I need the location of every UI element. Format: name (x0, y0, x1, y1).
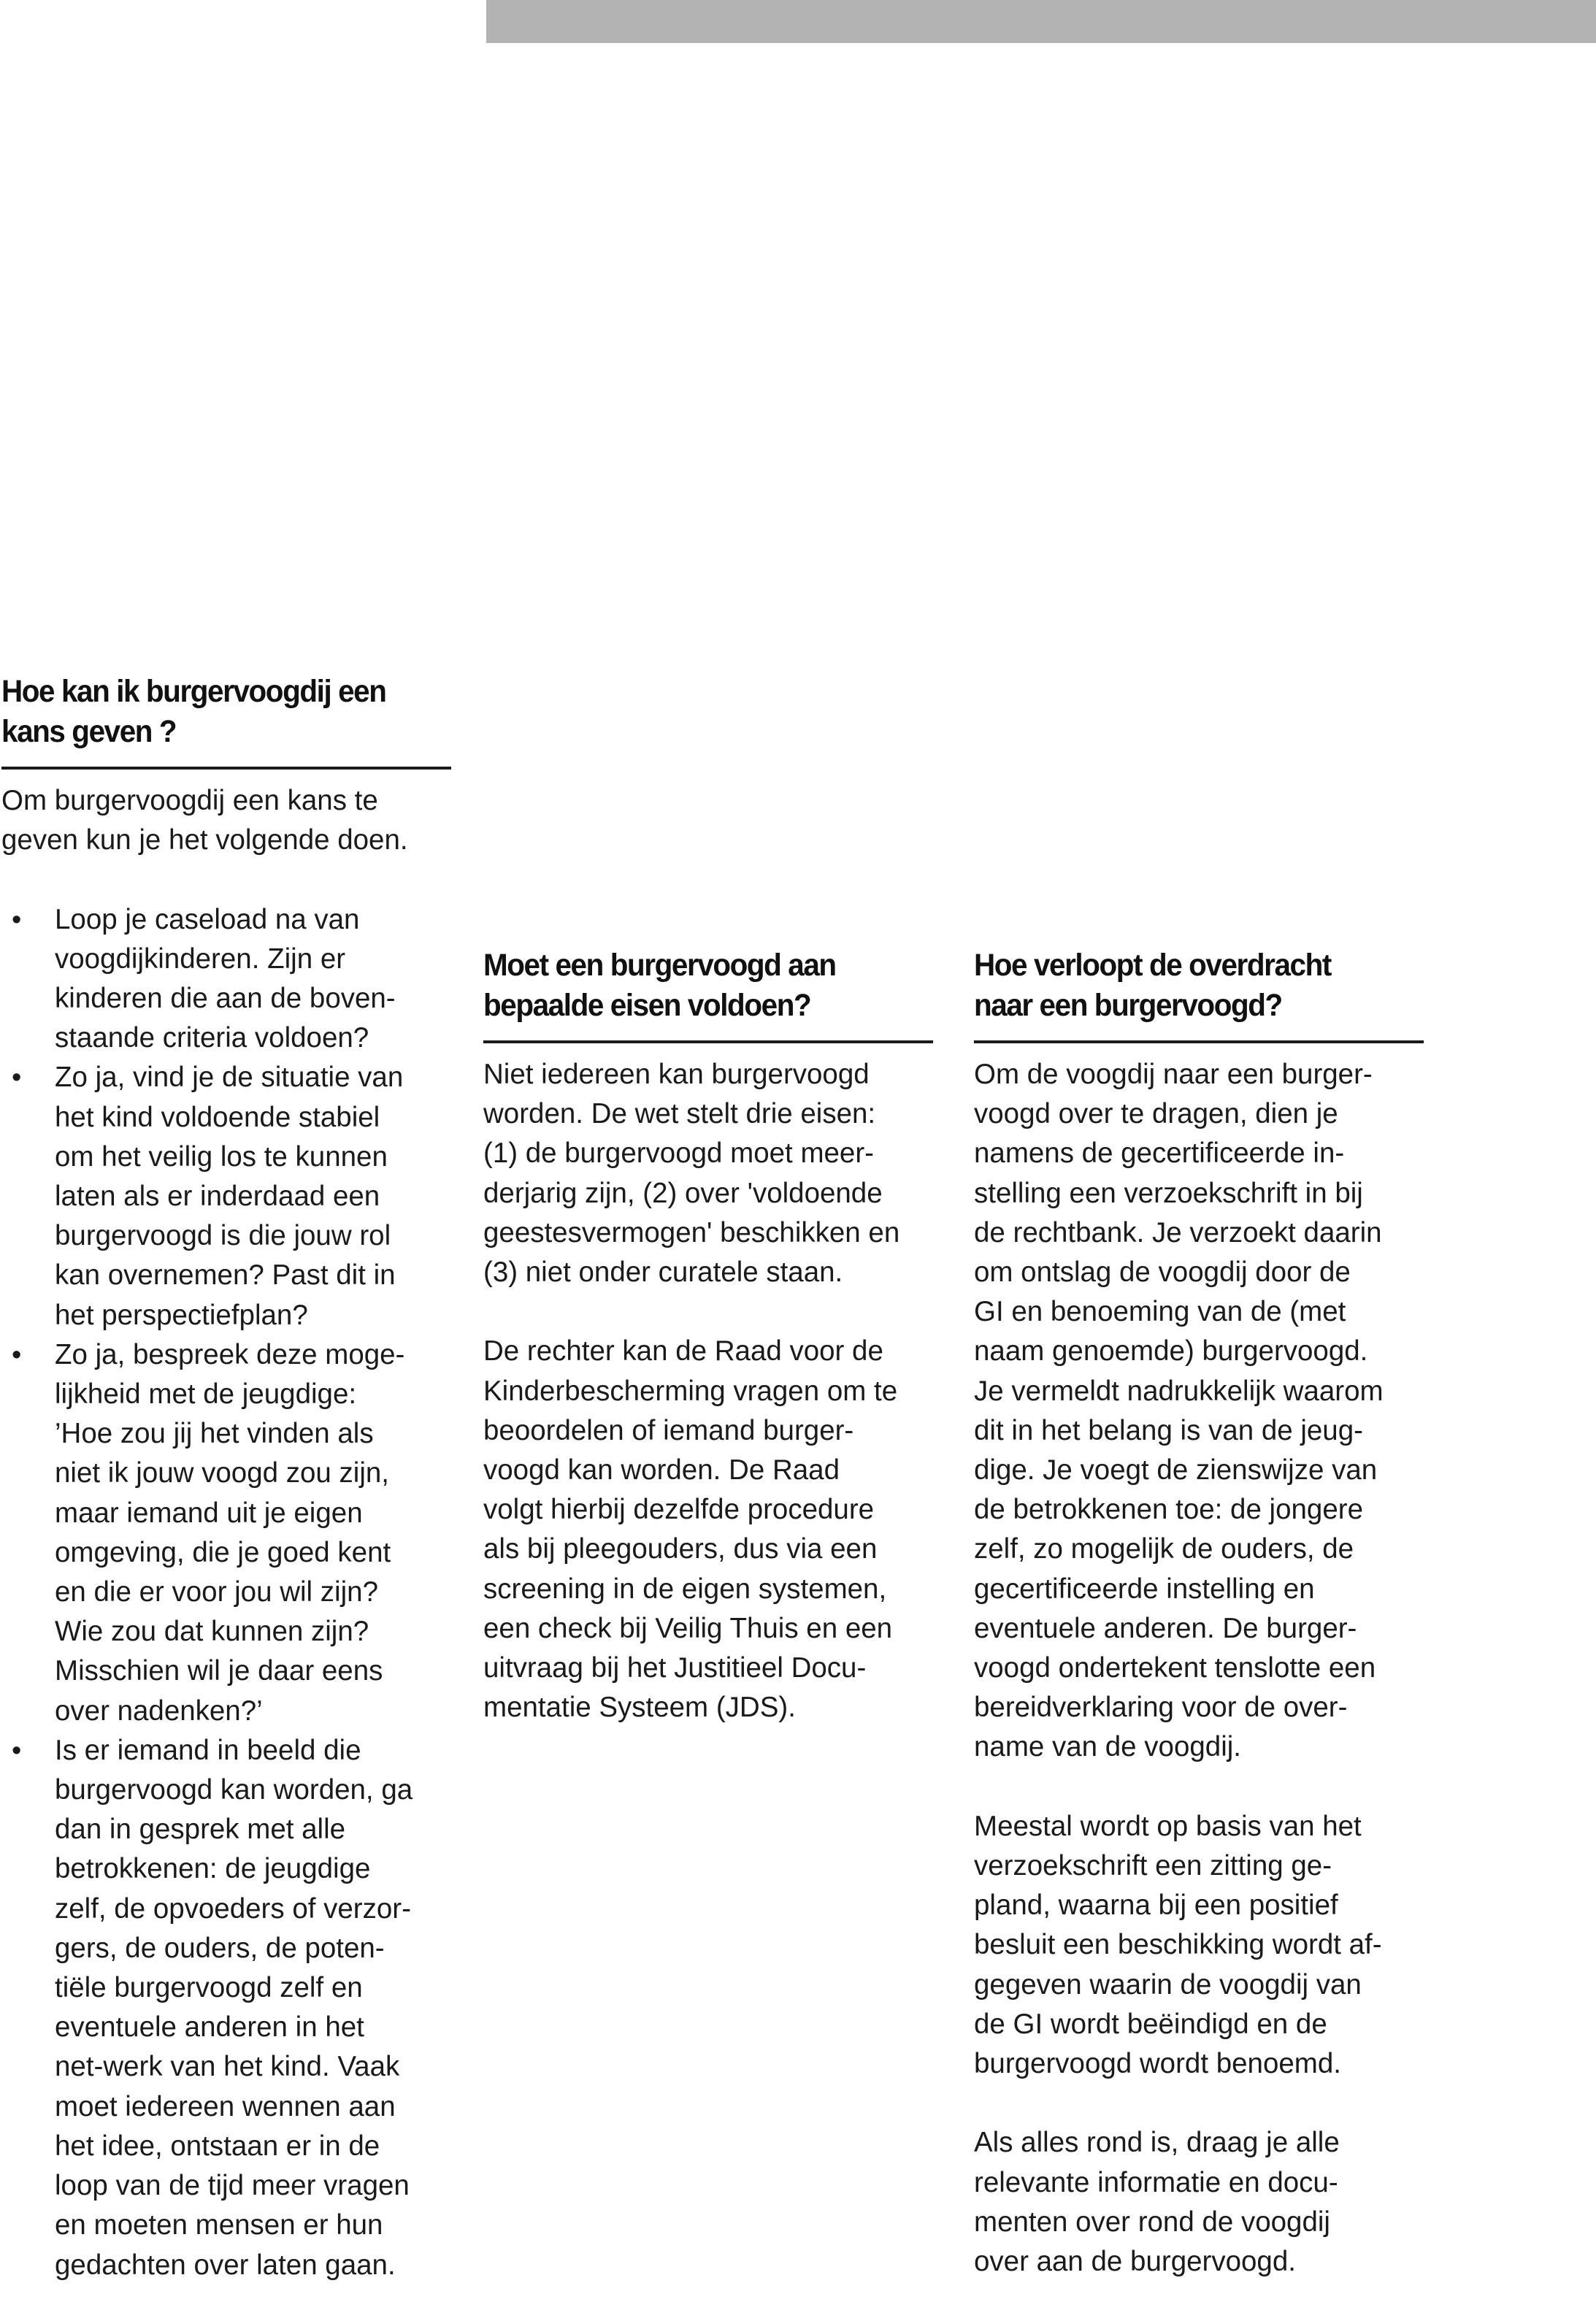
text-line: relevante informatie en docu- (974, 2166, 1338, 2198)
text-line: om ontslag de voogdij door de (974, 1257, 1351, 1289)
text-line: burgervoogd kan worden, ga (55, 1774, 413, 1806)
text-line: Om burgervoogdij een kans te (1, 785, 378, 816)
bullet-item-caseload (1, 900, 454, 1059)
text-line: moet iedereen wennen aan (55, 2090, 396, 2122)
text-line: het idee, ontstaan er in de (55, 2130, 380, 2162)
text-line: gedachten over laten gaan. (55, 2249, 396, 2281)
text-line: het perspectiefplan? (55, 1299, 308, 1331)
text-line: Zo ja, vind je de situatie van (55, 1062, 404, 1094)
text-line: Niet iedereen kan burgervoogd (483, 1059, 870, 1090)
text-line: uitvraag bij het Justitieel Docu- (483, 1652, 867, 1684)
text-line: gegeven waarin de voogdij van (974, 1968, 1362, 2000)
text-line: menten over rond de voogdij (974, 2206, 1330, 2238)
paragraph-zitting (974, 1807, 1427, 2084)
heading-line: Moet een burgervoogd aan (483, 948, 836, 983)
paragraph-verzoekschrift (974, 1055, 1427, 1768)
text-line: worden. De wet stelt drie eisen: (483, 1098, 876, 1130)
paragraph-eisen (483, 1055, 936, 1292)
text-line: niet ik jouw voogd zou zijn, (55, 1457, 389, 1489)
text-line: gers, de ouders, de poten- (55, 1932, 385, 1964)
text-line: de GI wordt beëindigd en de (974, 2008, 1327, 2040)
text-line: eventuele anderen in het (55, 2011, 364, 2044)
text-line: en moeten mensen er hun (55, 2209, 383, 2241)
text-line: voogdijkinderen. Zijn er (55, 943, 346, 975)
text-line: stelling een verzoekschrift in bij (974, 1177, 1363, 1209)
text-line: het kind voldoende stabiel (55, 1101, 380, 1133)
text-line: over aan de burgervoogd. (974, 2246, 1296, 2278)
paragraph-raad (483, 1332, 936, 1727)
bullet-item-gesprek (1, 1731, 454, 2285)
text-line: Je vermeldt nadrukkelijk waarom (974, 1375, 1384, 1407)
text-line: omgeving, die je goed kent (55, 1536, 391, 1568)
heading-burgervoogdij-kans (1, 672, 427, 752)
text-line: Wie zou dat kunnen zijn? (55, 1616, 369, 1648)
text-line: en die er voor jou wil zijn? (55, 1576, 378, 1608)
text-line: de rechtbank. Je verzoekt daarin (974, 1216, 1382, 1248)
column-burgervoogdij-kans (1, 672, 454, 2285)
text-line: Meestal wordt op basis van het (974, 1810, 1362, 1842)
bullet-dot-icon: • (12, 1339, 22, 1370)
text-line: kan overnemen? Past dit in (55, 1259, 396, 1292)
text-line: burgervoogd wordt benoemd. (974, 2048, 1341, 2080)
text-line: name van de voogdij. (974, 1731, 1241, 1763)
text-line: Misschien wil je daar eens (55, 1655, 383, 1687)
text-line: een check bij Veilig Thuis en een (483, 1612, 893, 1644)
text-line: betrokkenen: de jeugdige (55, 1853, 371, 1885)
text-line: kinderen die aan de boven- (55, 983, 396, 1014)
text-line: (3) niet onder curatele staan. (483, 1257, 843, 1289)
text-line: bereidverklaring voor de over- (974, 1692, 1348, 1724)
text-line: Zo ja, bespreek deze moge- (55, 1338, 405, 1370)
text-line: burgervoogd is die jouw rol (55, 1220, 391, 1252)
text-line: naam genoemde) burgervoogd. (974, 1335, 1368, 1367)
text-line: zelf, de opvoeders of verzor- (55, 1892, 411, 1925)
heading-underline (974, 1040, 1424, 1043)
text-line: dan in gesprek met alle (55, 1814, 346, 1846)
heading-underline (1, 767, 451, 770)
heading-eisen-burgervoogd (483, 945, 909, 1026)
text-line: voogd ondertekent tenslotte een (974, 1652, 1376, 1684)
text-line: Loop je caseload na van (55, 903, 360, 935)
heading-line: Hoe verloopt de overdracht (974, 948, 1331, 983)
text-line: gecertificeerde instelling en (974, 1573, 1315, 1605)
text-line: voogd over te dragen, dien je (974, 1098, 1338, 1130)
bullet-item-bespreek (1, 1335, 454, 1731)
text-line: over nadenken?’ (55, 1695, 263, 1727)
text-line: tiële burgervoogd zelf en (55, 1972, 363, 2004)
text-line: mentatie Systeem (JDS). (483, 1692, 796, 1724)
text-line: GI en benoeming van de (met (974, 1296, 1346, 1328)
text-line: maar iemand uit je eigen (55, 1497, 363, 1529)
text-line: geestesvermogen' beschikken en (483, 1216, 900, 1248)
text-line: namens de gecertificeerde in- (974, 1138, 1345, 1170)
text-line: volgt hierbij dezelfde procedure (483, 1494, 875, 1526)
text-line: Is er iemand in beeld die (55, 1734, 361, 1766)
text-line: geven kun je het volgende doen. (1, 824, 408, 856)
text-line: voogd kan worden. De Raad (483, 1454, 840, 1486)
text-line: staande criteria voldoen? (55, 1022, 369, 1054)
intro-paragraph (1, 781, 454, 860)
paragraph-informatie (974, 2123, 1427, 2282)
text-line: besluit een beschikking wordt af- (974, 1929, 1382, 1961)
text-line: (1) de burgervoogd moet meer- (483, 1138, 874, 1170)
text-line: Om de voogdij naar een burger- (974, 1059, 1373, 1090)
heading-underline (483, 1040, 933, 1043)
heading-line: bepaalde eisen voldoen? (483, 988, 811, 1023)
text-line: De rechter kan de Raad voor de (483, 1335, 883, 1367)
heading-line: naar een burgervoogd? (974, 988, 1282, 1023)
text-line: verzoekschrift een zitting ge- (974, 1850, 1332, 1882)
bullet-dot-icon: • (12, 1735, 22, 1766)
heading-overdracht (974, 945, 1400, 1026)
text-line: laten als er inderdaad een (55, 1181, 380, 1213)
text-line: lijkheid met de jeugdige: (55, 1378, 357, 1411)
text-line: net-werk van het kind. Vaak (55, 2051, 400, 2083)
text-line: screening in de eigen systemen, (483, 1573, 887, 1605)
text-line: dige. Je voegt de zienswijze van (974, 1454, 1378, 1486)
text-line: om het veilig los te kunnen (55, 1140, 388, 1173)
bullet-item-stabiel (1, 1058, 454, 1335)
text-line: Als alles rond is, draag je alle (974, 2127, 1340, 2159)
text-line: dit in het belang is van de jeug- (974, 1414, 1363, 1446)
bullet-dot-icon: • (12, 904, 22, 935)
text-line: loop van de tijd meer vragen (55, 2170, 410, 2202)
steps-bullet-list (1, 900, 454, 2285)
text-line: zelf, zo mogelijk de ouders, de (974, 1533, 1354, 1565)
text-line: derjarig zijn, (2) over 'voldoende (483, 1177, 883, 1209)
heading-line: Hoe kan ik burgervoogdij een (1, 674, 386, 709)
text-line: beoordelen of iemand burger- (483, 1414, 854, 1446)
top-gray-bar (486, 0, 1596, 43)
text-line: ’Hoe zou jij het vinden als (55, 1418, 374, 1450)
text-line: pland, waarna bij een positief (974, 1890, 1338, 1922)
bullet-dot-icon: • (12, 1062, 22, 1094)
text-line: Kinderbescherming vragen om te (483, 1375, 898, 1407)
text-line: de betrokkenen toe: de jongere (974, 1494, 1363, 1526)
text-line: eventuele anderen. De burger- (974, 1612, 1357, 1644)
heading-line: kans geven ? (1, 714, 177, 749)
column-eisen-burgervoogd (483, 945, 936, 1768)
text-line: als bij pleegouders, dus via een (483, 1533, 878, 1565)
column-overdracht (974, 945, 1427, 2321)
